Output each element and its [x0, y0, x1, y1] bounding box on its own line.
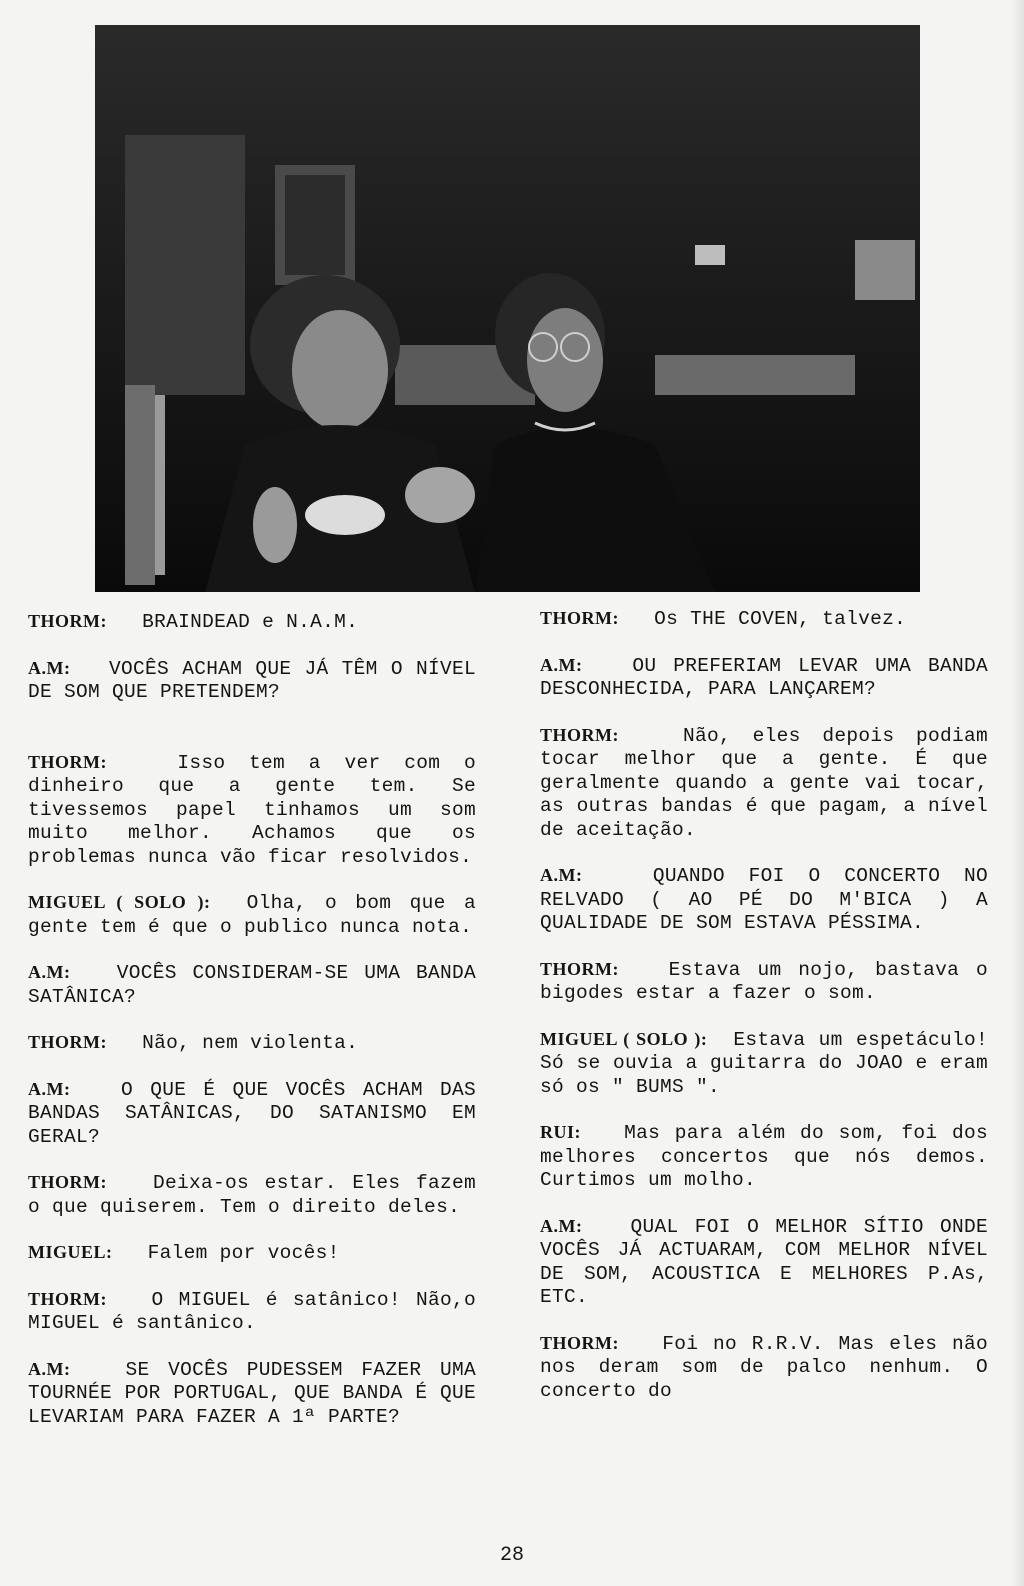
interview-entry: [28, 1078, 476, 1150]
speaker-label: A.M:: [28, 1078, 71, 1099]
speaker-label: THORM:: [28, 1288, 107, 1309]
interview-entry: [28, 961, 476, 1009]
entry-text: Deixa-os estar. Eles fazem o que quiserem. Tem o direito deles.: [28, 1172, 476, 1218]
speaker-label: RUI:: [540, 1122, 581, 1142]
speaker-label: MIGUEL:: [28, 1242, 113, 1262]
entry-text: SE VOCÊS PUDESSEM FAZER UMA TOURNÉE POR PORTUGAL, QUE BANDA É QUE LEVARIAM PARA FAZER A 1ª PARTE?: [28, 1358, 476, 1428]
entry-text: VOCÊS CONSIDERAM-SE UMA BANDA SATÂNICA?: [28, 962, 476, 1008]
entry-text: Mas para além do som, foi dos melhores concertos que nós demos. Curtimos um molho.: [540, 1122, 989, 1191]
interview-entry: [540, 654, 988, 702]
interview-entry: [28, 891, 476, 939]
entry-text: BRAINDEAD e N.A.M.: [142, 611, 359, 633]
entry-text: Não, eles depois podiam tocar melhor que a gente. É que geralmente quando a gente vai tocar, as outras bandas é que pagam, a nível de aceitação.: [540, 724, 988, 841]
speaker-label: THORM:: [28, 1172, 107, 1192]
right-column: [540, 607, 988, 1425]
interview-entry: [540, 724, 988, 843]
entry-text: Estava um nojo, bastava o bigodes estar a fazer o som.: [540, 958, 988, 1004]
speaker-label: A.M:: [28, 962, 71, 982]
entry-text: OU PREFERIAM LEVAR UMA BANDA DESCONHECIDA, PARA LANÇAREM?: [540, 654, 988, 700]
interview-entry: [540, 607, 988, 632]
entry-text: Olha, o bom que a gente tem é que o publico nunca nota.: [28, 892, 476, 938]
interview-entry: [28, 751, 476, 870]
interview-entry: [540, 1121, 988, 1193]
speaker-label: MIGUEL ( SOLO ):: [28, 892, 211, 912]
entry-text: VOCÊS ACHAM QUE JÁ TÊM O NÍVEL DE SOM QUE PRETENDEM?: [28, 657, 476, 703]
speaker-label: MIGUEL ( SOLO ):: [540, 1028, 708, 1049]
entry-text: Não, nem violenta.: [142, 1032, 359, 1054]
interview-entry: [28, 1241, 476, 1266]
left-column: [28, 610, 476, 1451]
speaker-label: THORM:: [28, 611, 107, 631]
speaker-label: THORM:: [540, 608, 619, 628]
speaker-label: THORM:: [28, 751, 107, 772]
entry-text: O MIGUEL é satânico! Não,o MIGUEL é santânico.: [28, 1288, 476, 1334]
speaker-label: A.M:: [540, 865, 583, 885]
interview-entry: [28, 1288, 476, 1336]
entry-text: O QUE É QUE VOCÊS ACHAM DAS BANDAS SATÂNICAS, DO SATANISMO EM GERAL?: [28, 1078, 476, 1148]
interview-entry: [540, 864, 988, 936]
entry-text: Isso tem a ver com o dinheiro que a gente tem. Se tivessemos papel tinhamos um som muito melhor. Achamos que os problemas nunca vão ficar resolvidos.: [28, 751, 477, 868]
entry-text: Os THE COVEN, talvez.: [654, 608, 907, 630]
interview-entry: [28, 1031, 476, 1056]
entry-text: Falem por vocês!: [147, 1242, 340, 1264]
interview-entry: [540, 1215, 988, 1310]
entry-text: Estava um espetáculo! Só se ouvia a guitarra do JOAO e eram só os " BUMS ".: [540, 1028, 988, 1098]
band-photo: [95, 25, 920, 592]
interview-entry: [28, 1358, 476, 1430]
speaker-label: THORM:: [540, 958, 619, 979]
entry-text: QUANDO FOI O CONCERTO NO RELVADO ( AO PÉ DO M'BICA ) A QUALIDADE DE SOM ESTAVA PÉSSIMA.: [540, 865, 988, 934]
entry-text: QUAL FOI O MELHOR SÍTIO ONDE VOCÊS JÁ ACTUARAM, COM MELHOR NÍVEL DE SOM, ACOUSTICA E MELHORES P.As, ETC.: [540, 1215, 989, 1308]
interview-entry: [540, 1028, 988, 1100]
speaker-label: THORM:: [540, 1332, 619, 1353]
interview-entry: [540, 1332, 988, 1404]
entry-text: Foi no R.R.V. Mas eles não nos deram som de palco nenhum. O concerto do: [540, 1332, 988, 1402]
page-edge-shadow: [1010, 0, 1024, 1586]
speaker-label: A.M:: [540, 1215, 583, 1236]
interview-entry: [28, 1171, 476, 1219]
interview-entry: [540, 958, 988, 1006]
interview-entry: [28, 610, 476, 635]
interview-entry: [28, 657, 476, 705]
speaker-label: A.M:: [28, 657, 71, 678]
speaker-label: A.M:: [28, 1358, 71, 1379]
page-number: 28: [499, 1544, 524, 1567]
speaker-label: THORM:: [540, 724, 619, 745]
speaker-label: A.M:: [540, 654, 583, 675]
speaker-label: THORM:: [28, 1032, 107, 1052]
